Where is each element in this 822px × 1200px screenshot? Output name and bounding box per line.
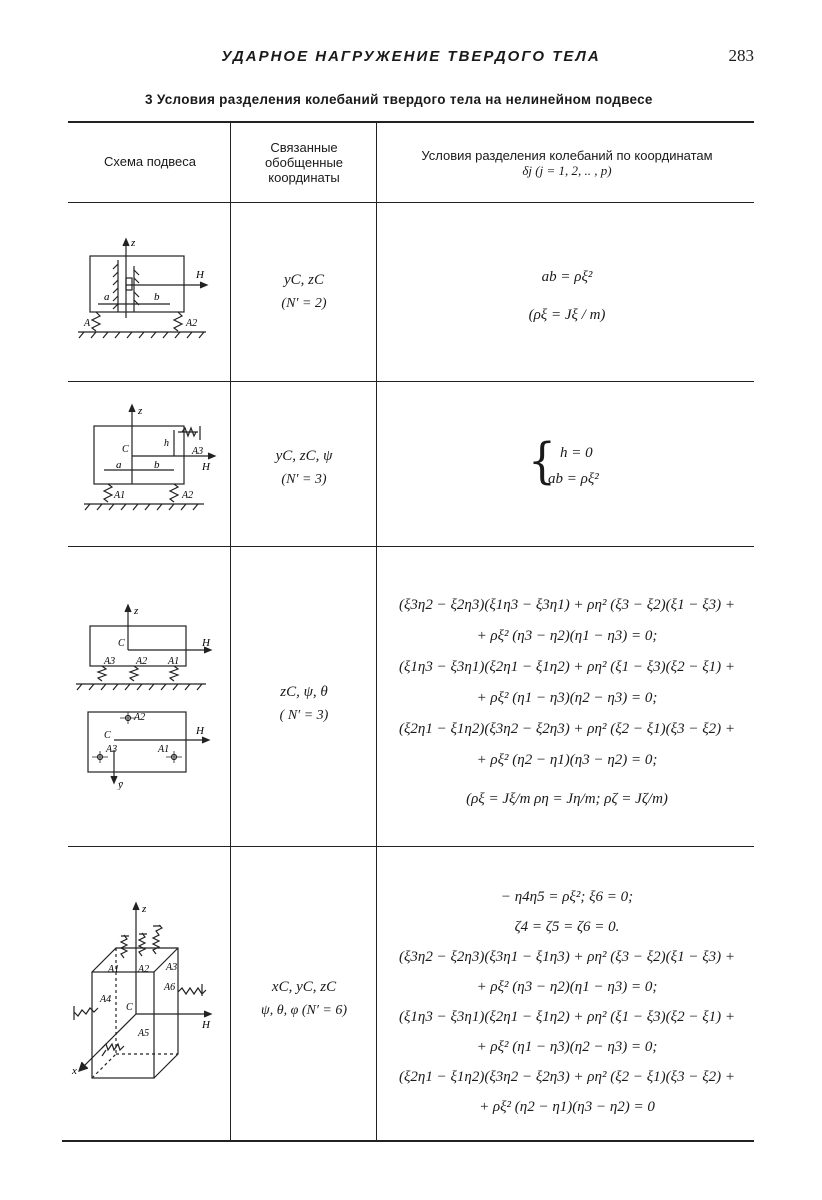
formula-line: ζ4 = ζ5 = ζ6 = 0. (514, 919, 620, 935)
label-z: z (138, 405, 143, 417)
formula-line: + ρξ² (η3 − η2)(η1 − η3) = 0; (476, 628, 658, 644)
label-z: z (134, 605, 139, 617)
label-A3: A3 (192, 446, 204, 457)
formula-line: + ρξ² (η3 − η2)(η1 − η3) = 0; (476, 979, 658, 995)
label-H: H (196, 269, 204, 281)
box-front (92, 972, 154, 1078)
coordinates-line: ψ, θ, φ (N′ = 6) (261, 1003, 347, 1018)
header-conditions-line: Условия разделения колебаний по координатам (421, 148, 713, 163)
table-top-rule (68, 121, 754, 123)
coordinates-line: yC, zC, ψ (275, 448, 333, 464)
label-A3-top: A3 (106, 744, 118, 755)
label-A2: A2 (182, 490, 194, 501)
coordinates-row-2 (232, 444, 376, 492)
label-z: z (131, 237, 136, 249)
label-C: C (122, 444, 129, 455)
coordinates-line: (N′ = 2) (281, 296, 327, 311)
label-C-top: C (104, 730, 111, 741)
formula-line: + ρξ² (η1 − η3)(η2 − η3) = 0; (476, 690, 658, 706)
label-b: b (154, 291, 160, 303)
header-conditions (380, 148, 754, 178)
label-A2: A2 (138, 964, 150, 975)
table-caption: 3 Условия разделения колебаний твердого тела на нелинейном подвесе (145, 92, 653, 107)
formula-line: ab = ρξ² (541, 269, 593, 285)
coordinates-line: xC, yC, zC (271, 979, 337, 995)
formula-line: (ξ1η3 − ξ3η1)(ξ2η1 − ξ1η2) + ρη² (ξ1 − ξ3)(ξ2 − ξ1) + (399, 1009, 735, 1025)
header-coordinates-line: Связанные (270, 140, 338, 155)
label-b: b (154, 459, 160, 471)
formula-line: + ρξ² (η2 − η1)(η3 − η2) = 0 (479, 1099, 655, 1115)
formula-line: (ξ1η3 − ξ3η1)(ξ2η1 − ξ1η2) + ρη² (ξ1 − ξ3)(ξ2 − ξ1) + (399, 659, 735, 675)
formula-line: h = 0 (560, 445, 593, 461)
label-x: x (72, 1065, 77, 1077)
formula-line: + ρξ² (η1 − η3)(η2 − η3) = 0; (476, 1039, 658, 1055)
coordinates-line: (N′ = 3) (281, 472, 327, 487)
label-H: H (202, 637, 210, 649)
label-A: A (84, 318, 91, 329)
coordinates-line: ( N′ = 3) (279, 708, 329, 723)
formula-line: − η4η5 = ρξ²; ξ6 = 0; (500, 889, 634, 905)
row-divider (68, 846, 754, 847)
label-A1: A1 (168, 656, 180, 667)
label-A4: A4 (100, 994, 112, 1005)
suspension-diagram-1 (74, 230, 224, 350)
label-A2-top: A2 (134, 712, 146, 723)
label-H: H (202, 1019, 210, 1031)
column-divider (376, 122, 377, 1141)
formula-line: + ρξ² (η2 − η1)(η3 − η2) = 0; (476, 752, 658, 768)
label-z: z (142, 903, 147, 915)
header-scheme: Схема подвеса (103, 154, 197, 169)
column-divider (230, 122, 231, 1141)
x-axis (80, 1014, 136, 1070)
header-coordinates-line: обобщенные (264, 155, 344, 170)
formula-line: (ρξ = Jξ / m) (528, 307, 606, 323)
header-conditions-line: δj (j = 1, 2, .. , p) (522, 163, 612, 178)
label-a: a (104, 291, 110, 303)
label-H-top: H (196, 725, 204, 737)
label-A2: A2 (136, 656, 148, 667)
formula-line: ab = ρξ² (548, 471, 599, 487)
label-A3: A3 (166, 962, 178, 973)
row-divider (68, 546, 754, 547)
coordinates-line: zC, ψ, θ (280, 684, 328, 700)
label-A3: A3 (104, 656, 116, 667)
running-head: УДАРНОЕ НАГРУЖЕНИЕ ТВЕРДОГО ТЕЛА (221, 48, 601, 65)
header-coordinates (232, 140, 376, 185)
formula-row-2 (548, 440, 668, 492)
coordinates-line: yC, zC (283, 272, 324, 288)
suspension-diagram-2 (74, 400, 224, 518)
formula-line: (ξ3η2 − ξ2η3)(ξ3η1 − ξ1η3) + ρη² (ξ3 − ξ2)(ξ1 − ξ3) + (399, 949, 735, 965)
body-rect (94, 426, 184, 484)
label-A1: A1 (114, 490, 126, 501)
label-C: C (118, 638, 125, 649)
formula-row-3 (380, 590, 754, 815)
formula-line: (ρξ = Jξ/m ρη = Jη/m; ρζ = Jζ/m) (466, 791, 668, 807)
label-A6: A6 (164, 982, 176, 993)
label-A5: A5 (138, 1028, 150, 1039)
row-divider (68, 381, 754, 382)
header-bottom-rule (68, 202, 754, 203)
label-y: ȳ (118, 779, 123, 790)
formula-row-4 (380, 882, 754, 1122)
label-A2: A2 (186, 318, 198, 329)
formula-line: (ξ2η1 − ξ1η2)(ξ3η2 − ξ2η3) + ρη² (ξ2 − ξ1)(ξ3 − ξ2) + (399, 721, 735, 737)
label-h: h (164, 438, 169, 449)
formula-line: (ξ3η2 − ξ2η3)(ξ1η3 − ξ3η1) + ρη² (ξ3 − ξ2)(ξ1 − ξ3) + (399, 597, 735, 613)
label-A1: A1 (108, 964, 120, 975)
header-coordinates-line: координаты (268, 170, 340, 185)
table-bottom-rule (62, 1140, 754, 1142)
coordinates-row-4 (232, 975, 376, 1023)
brace-icon: { (528, 433, 556, 490)
coordinates-row-1 (232, 268, 376, 316)
page-number: 283 (728, 46, 754, 65)
suspension-diagram-4 (70, 898, 226, 1090)
formula-line: (ξ2η1 − ξ1η2)(ξ3η2 − ξ2η3) + ρη² (ξ2 − ξ1)(ξ3 − ξ2) + (399, 1069, 735, 1085)
formula-row-1 (380, 258, 754, 334)
label-A1-top: A1 (158, 744, 170, 755)
label-a: a (116, 459, 122, 471)
label-C: C (126, 1002, 133, 1013)
suspension-diagram-3 (72, 600, 226, 790)
label-H: H (202, 461, 210, 473)
coordinates-row-3 (232, 680, 376, 728)
